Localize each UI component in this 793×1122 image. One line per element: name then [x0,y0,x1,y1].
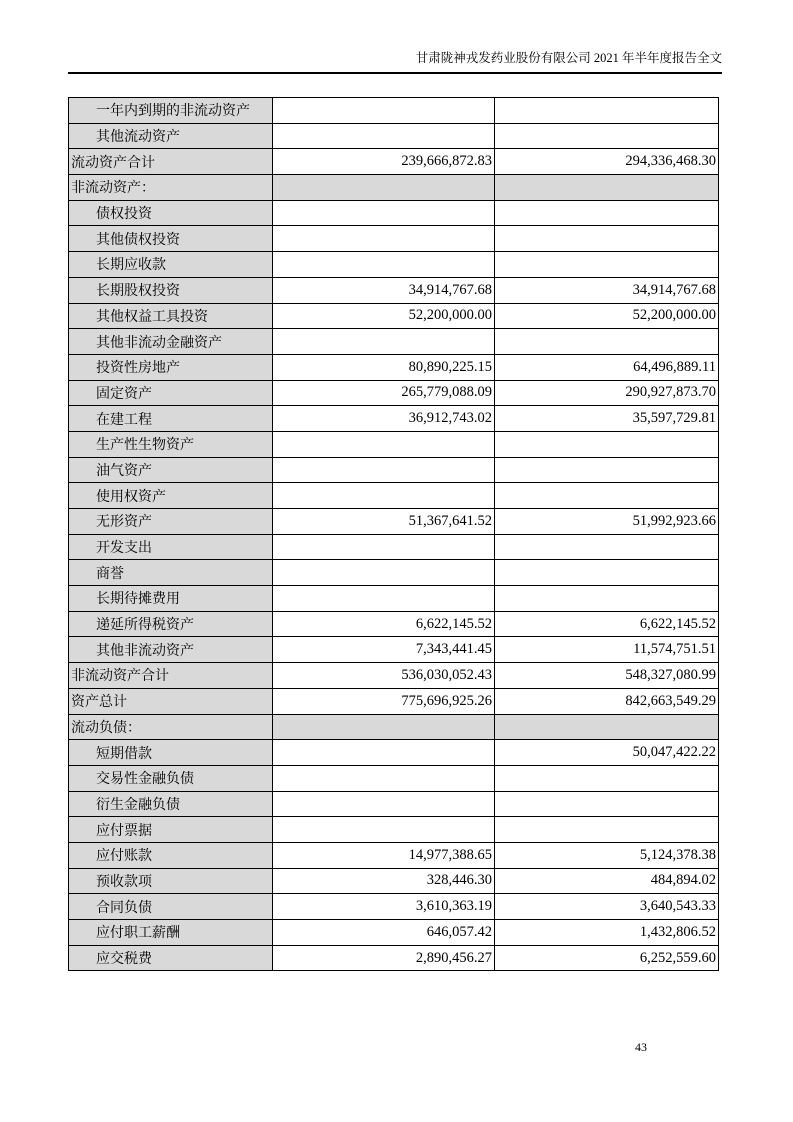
row-label: 递延所得税资产 [69,611,273,637]
row-label: 开发支出 [69,534,273,560]
table-row [69,123,719,149]
value-column-1: 51,367,641.52 [273,509,495,535]
table-row [69,842,719,868]
table-row [69,894,719,920]
table-row [69,817,719,843]
table-row [69,226,719,252]
value-column-1 [273,483,495,509]
value-column-1 [273,534,495,560]
value-column-2 [495,175,719,201]
value-column-2: 50,047,422.22 [495,740,719,766]
value-column-2 [495,226,719,252]
row-label: 其他债权投资 [69,226,273,252]
value-column-2: 35,597,729.81 [495,406,719,432]
row-label: 在建工程 [69,406,273,432]
value-column-2: 34,914,767.68 [495,277,719,303]
row-label: 长期股权投资 [69,277,273,303]
value-column-1: 36,912,743.02 [273,406,495,432]
row-label: 长期应收款 [69,252,273,278]
table-row [69,534,719,560]
table-row [69,765,719,791]
row-label: 油气资产 [69,457,273,483]
value-column-2: 5,124,378.38 [495,842,719,868]
value-column-1: 34,914,767.68 [273,277,495,303]
value-column-2 [495,534,719,560]
value-column-1 [273,714,495,740]
value-column-1 [273,431,495,457]
value-column-2 [495,200,719,226]
value-column-1 [273,586,495,612]
row-label: 其他流动资产 [69,123,273,149]
row-label: 其他非流动资产 [69,637,273,663]
value-column-2: 52,200,000.00 [495,303,719,329]
value-column-1: 265,779,088.09 [273,380,495,406]
value-column-2 [495,765,719,791]
value-column-2: 3,640,543.33 [495,894,719,920]
row-label: 债权投资 [69,200,273,226]
value-column-1 [273,252,495,278]
table-row [69,200,719,226]
value-column-2: 548,327,080.99 [495,663,719,689]
row-label: 无形资产 [69,509,273,535]
value-column-2 [495,586,719,612]
row-label: 一年内到期的非流动资产 [69,98,273,124]
row-label: 非流动资产： [69,175,273,201]
row-label: 投资性房地产 [69,354,273,380]
value-column-2 [495,329,719,355]
value-column-1: 328,446.30 [273,868,495,894]
value-column-1 [273,123,495,149]
balance-sheet-body [69,98,719,971]
value-column-2: 6,252,559.60 [495,945,719,971]
value-column-2 [495,252,719,278]
table-row [69,483,719,509]
value-column-1 [273,98,495,124]
value-column-1: 239,666,872.83 [273,149,495,175]
row-label: 非流动资产合计 [69,663,273,689]
row-label: 使用权资产 [69,483,273,509]
row-label: 合同负债 [69,894,273,920]
value-column-1 [273,817,495,843]
value-column-2: 64,496,889.11 [495,354,719,380]
table-row [69,714,719,740]
value-column-2 [495,457,719,483]
value-column-2: 290,927,873.70 [495,380,719,406]
page-number: 43 [635,1040,647,1054]
value-column-2: 1,432,806.52 [495,920,719,946]
value-column-1 [273,791,495,817]
value-column-1 [273,765,495,791]
value-column-2: 484,894.02 [495,868,719,894]
value-column-1: 14,977,388.65 [273,842,495,868]
table-row [69,688,719,714]
value-column-1: 775,696,925.26 [273,688,495,714]
table-row [69,509,719,535]
table-row [69,406,719,432]
table-row [69,329,719,355]
row-label: 其他非流动金融资产 [69,329,273,355]
row-label: 应付票据 [69,817,273,843]
value-column-2: 51,992,923.66 [495,509,719,535]
balance-sheet-table [68,97,719,971]
value-column-1 [273,226,495,252]
value-column-2 [495,714,719,740]
table-row [69,637,719,663]
page-header [68,50,722,74]
value-column-1 [273,740,495,766]
row-label: 短期借款 [69,740,273,766]
value-column-1: 646,057.42 [273,920,495,946]
value-column-1: 52,200,000.00 [273,303,495,329]
report-title: 甘肃陇神戎发药业股份有限公司 2021 年半年度报告全文 [415,51,722,65]
row-label: 流动负债： [69,714,273,740]
table-row [69,354,719,380]
table-row [69,791,719,817]
value-column-1 [273,329,495,355]
row-label: 固定资产 [69,380,273,406]
table-row [69,457,719,483]
value-column-1 [273,457,495,483]
table-row [69,175,719,201]
value-column-2 [495,817,719,843]
value-column-2: 11,574,751.51 [495,637,719,663]
row-label: 资产总计 [69,688,273,714]
value-column-2 [495,123,719,149]
row-label: 流动资产合计 [69,149,273,175]
value-column-2: 294,336,468.30 [495,149,719,175]
table-row [69,431,719,457]
value-column-1 [273,200,495,226]
table-row [69,586,719,612]
row-label: 应付职工薪酬 [69,920,273,946]
value-column-1: 2,890,456.27 [273,945,495,971]
value-column-2: 6,622,145.52 [495,611,719,637]
row-label: 商誉 [69,560,273,586]
table-row [69,611,719,637]
row-label: 其他权益工具投资 [69,303,273,329]
value-column-1: 7,343,441.45 [273,637,495,663]
table-row [69,920,719,946]
value-column-1: 3,610,363.19 [273,894,495,920]
value-column-1: 536,030,052.43 [273,663,495,689]
value-column-2 [495,791,719,817]
report-page [68,0,722,1122]
table-row [69,303,719,329]
table-row [69,380,719,406]
row-label: 应付账款 [69,842,273,868]
table-row [69,945,719,971]
value-column-2 [495,560,719,586]
table-row [69,149,719,175]
row-label: 交易性金融负债 [69,765,273,791]
row-label: 长期待摊费用 [69,586,273,612]
value-column-1 [273,560,495,586]
table-row [69,740,719,766]
row-label: 预收款项 [69,868,273,894]
value-column-1 [273,175,495,201]
value-column-2 [495,431,719,457]
table-row [69,252,719,278]
value-column-1: 6,622,145.52 [273,611,495,637]
value-column-2: 842,663,549.29 [495,688,719,714]
value-column-1: 80,890,225.15 [273,354,495,380]
row-label: 衍生金融负债 [69,791,273,817]
table-row [69,868,719,894]
table-row [69,98,719,124]
value-column-2 [495,98,719,124]
value-column-2 [495,483,719,509]
row-label: 生产性生物资产 [69,431,273,457]
table-row [69,663,719,689]
table-row [69,277,719,303]
row-label: 应交税费 [69,945,273,971]
table-row [69,560,719,586]
